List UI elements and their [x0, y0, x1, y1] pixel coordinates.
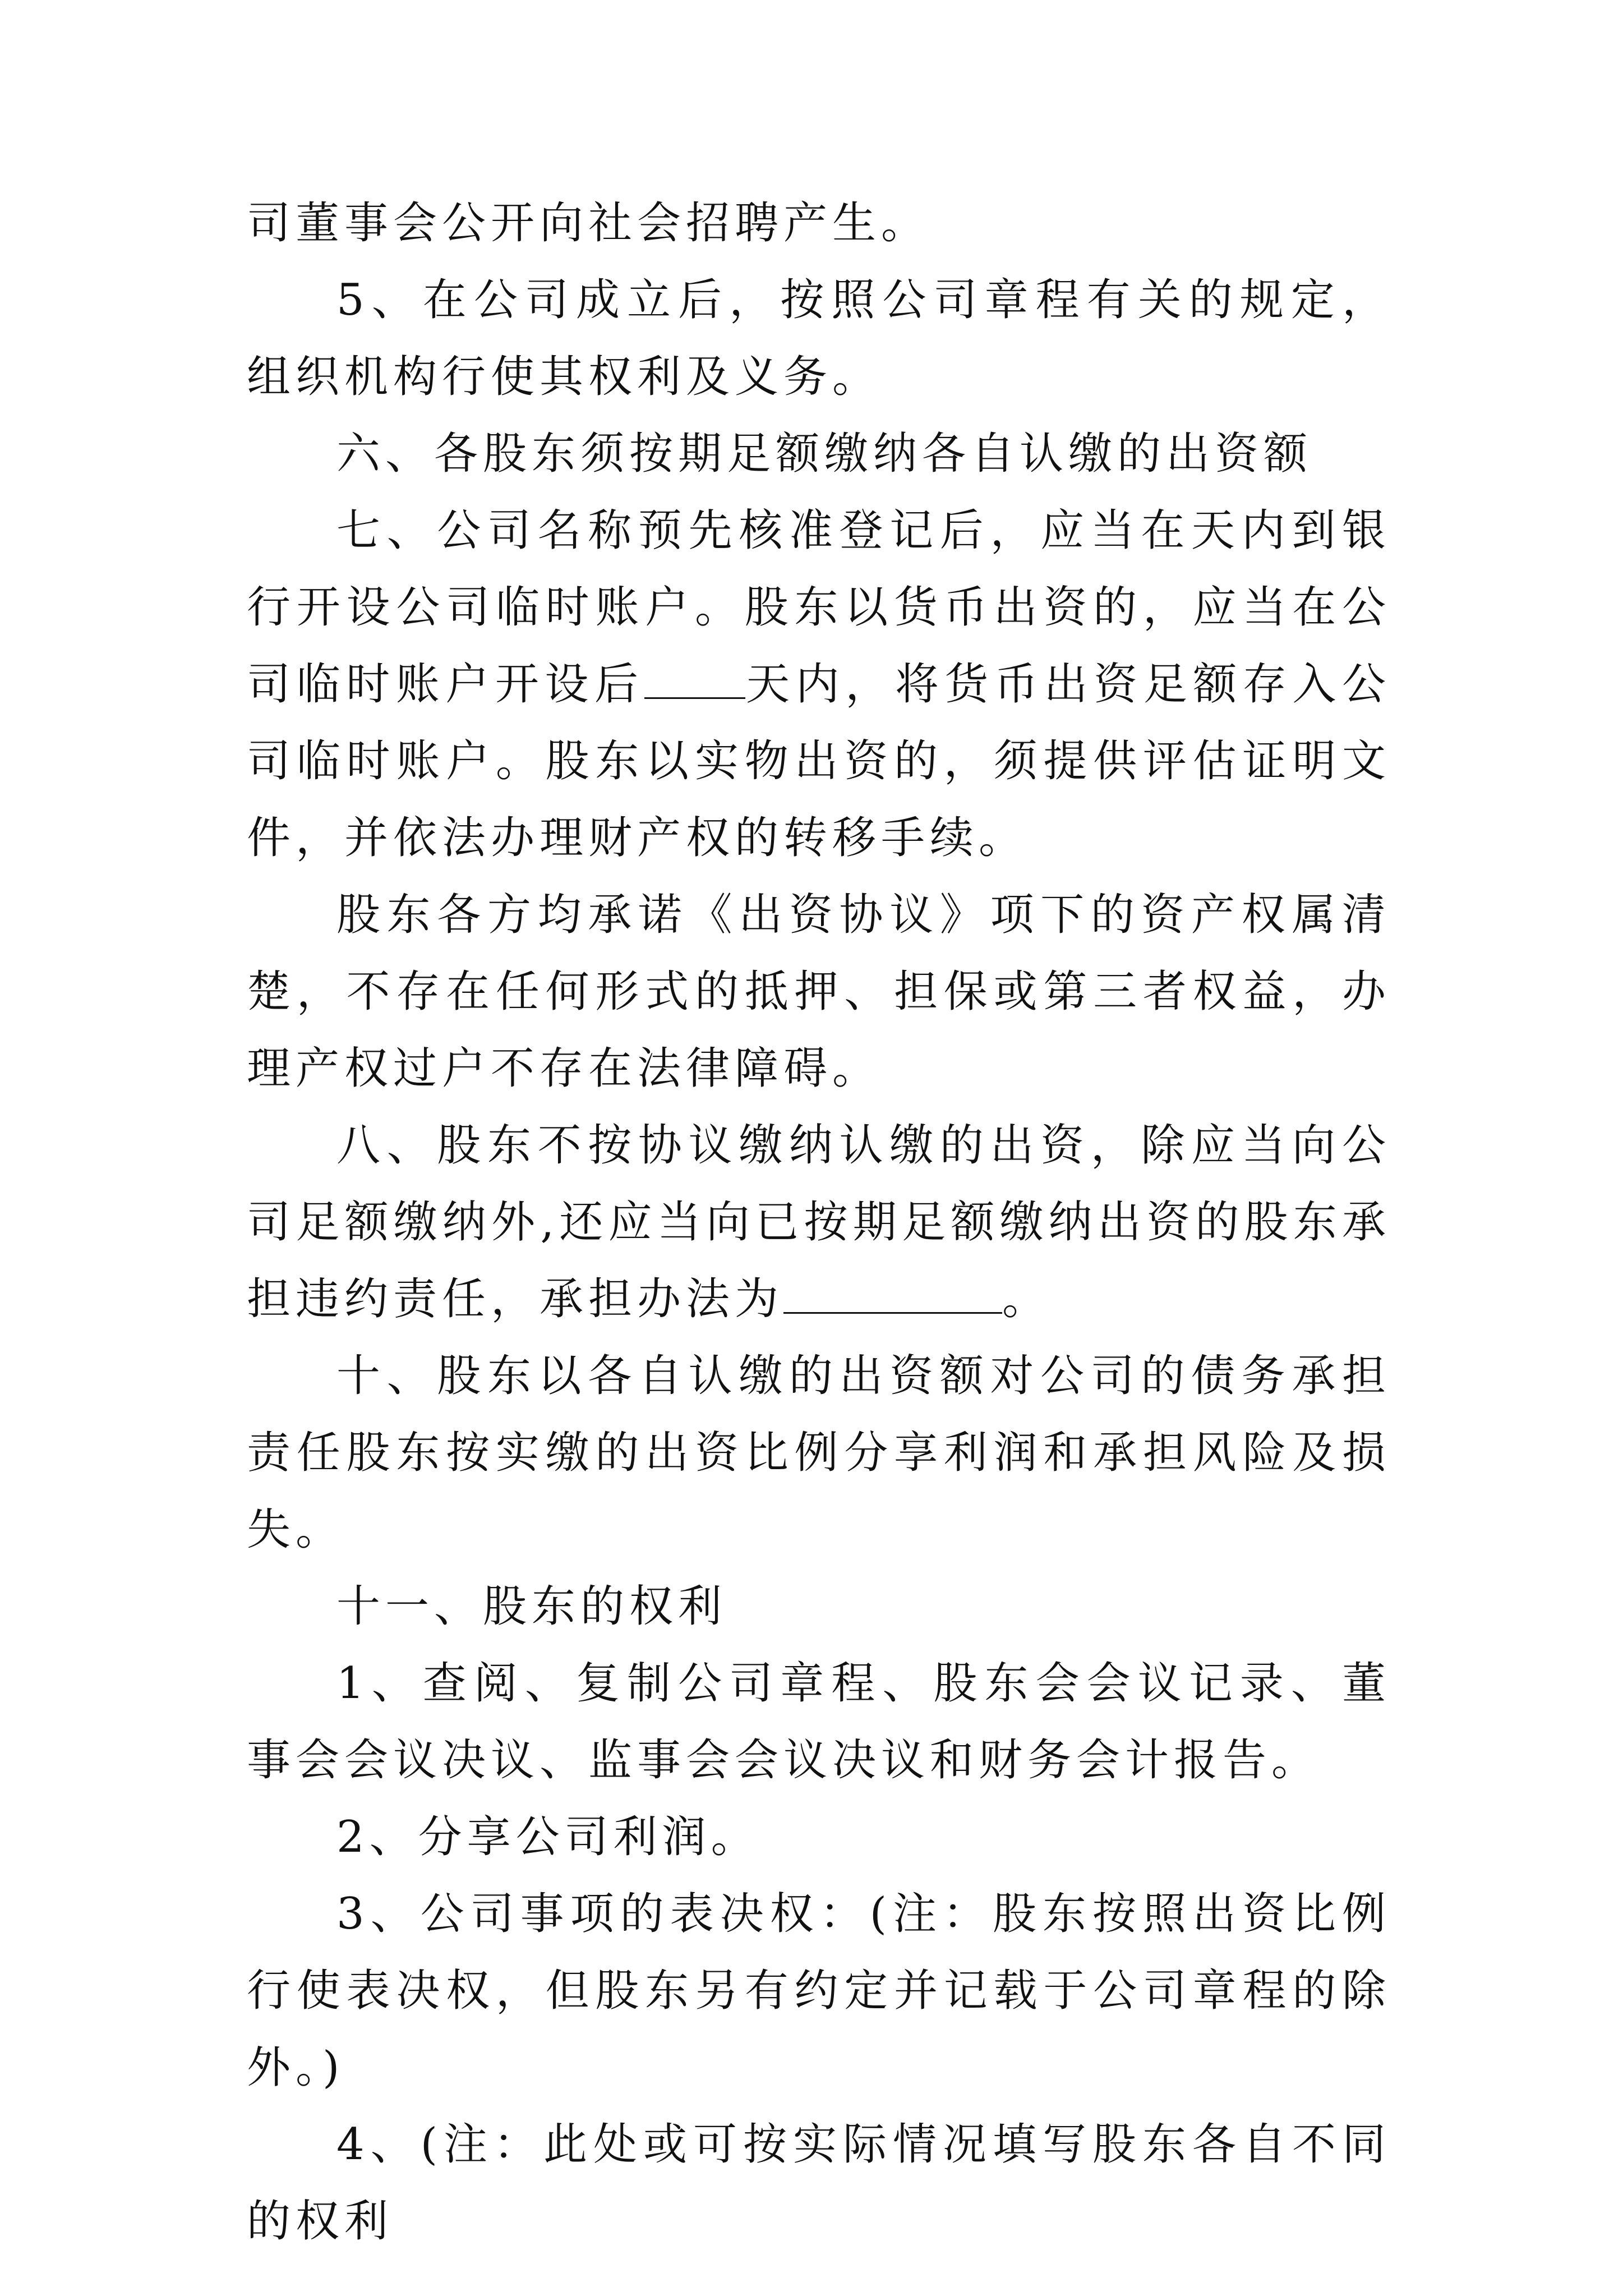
paragraph-section-7-text-b: 天内，将货币出资足额存入公司临时账户。股东以实物出资的，须提供评估证明文件，并依法办理财产权的转移手续。: [247, 659, 1391, 863]
paragraph-shareholder-commitment: 股东各方均承诺《出资协议》项下的资产权属清楚，不存在任何形式的抵押、担保或第三者权益，办理产权过户不存在法律障碍。: [247, 890, 1391, 1094]
paragraph-section-7: [247, 493, 1391, 877]
paragraph-section-6: 六、各股东须按期足额缴纳各自认缴的出资额: [336, 429, 1313, 479]
paragraph-section-8-text-b: 。: [1002, 1274, 1052, 1324]
document-body: [247, 185, 1391, 2260]
paragraph-section-7-text-a: 七、公司名称预先核准登记后，应当在天内到银行开设公司临时账户。股东以货币出资的，应当在公司临时账户开设后: [247, 505, 1391, 710]
paragraph-right-4: 4、(注：此处或可按实际情况填写股东各自不同的权利: [247, 2119, 1391, 2247]
paragraph-right-1: 1、查阅、复制公司章程、股东会会议记录、董事会会议决议、监事会会议决议和财务会计报告。: [247, 1658, 1391, 1786]
paragraph-section-10: 十、股东以各自认缴的出资额对公司的债务承担责任股东按实缴的出资比例分享利润和承担风险及损失。: [247, 1351, 1391, 1555]
fill-in-blank-days: [644, 657, 745, 699]
paragraph-continuation: 司董事会公开向社会招聘产生。: [247, 198, 930, 249]
paragraph-right-2: 2、分享公司利润。: [336, 1812, 760, 1862]
paragraph-section-11-heading: 十一、股东的权利: [336, 1581, 727, 1632]
paragraph-item-5: 5、在公司成立后，按照公司章程有关的规定，组织机构行使其权利及义务。: [247, 275, 1391, 402]
paragraph-section-8: [247, 1107, 1391, 1338]
paragraph-section-8-text-a: 八、股东不按协议缴纳认缴的出资，除应当向公司足额缴纳外,还应当向已按期足额缴纳出资的股东承担违约责任，承担办法为: [247, 1120, 1391, 1324]
paragraph-right-3: 3、公司事项的表决权：(注：股东按照出资比例行使表决权，但股东另有约定并记载于公司章程的除外。): [247, 1889, 1391, 2093]
fill-in-blank-method: [783, 1272, 1002, 1314]
